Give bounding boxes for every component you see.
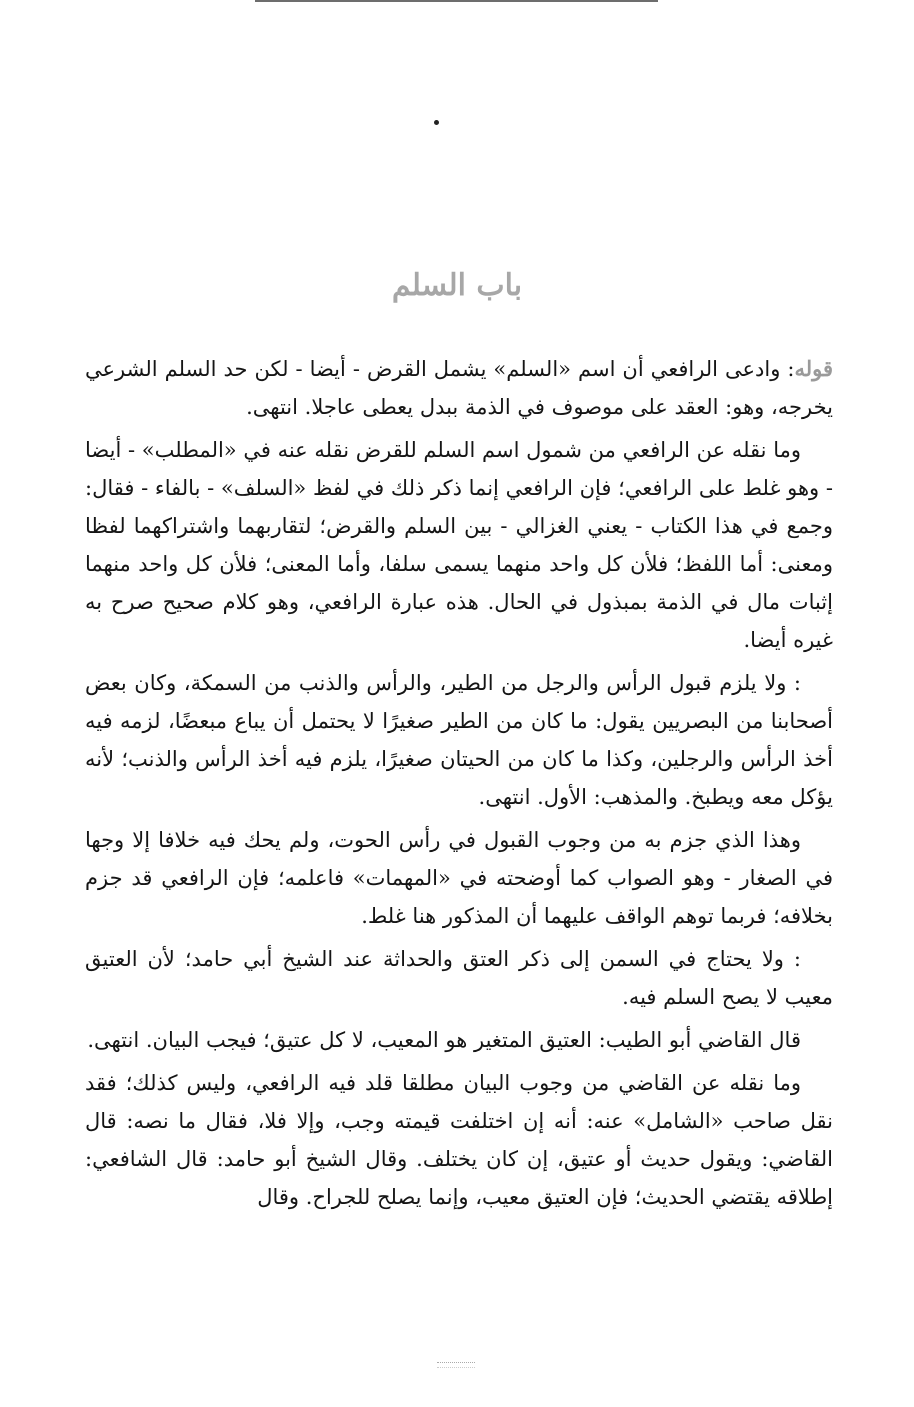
top-rule — [255, 0, 658, 2]
paragraph-text: وما نقله عن الرافعي من شمول اسم السلم للقرض نقله عنه في «المطلب» - أيضا - وهو غلط على الرافعي؛ فإن الرافعي إنما ذكر ذلك في لفظ «السلف» - بالفاء - فقال: وجمع في هذا الكتاب - يعني الغزالي - بين السلم والقرض؛ لتقاربهما واشتراكهما لفظا ومعنى: أما اللفظ؛ فلأن كل واحد منهما يسمى سلفا، وأما المعنى؛ فلأن كل واحد منهما إثبات مال في الذمة بمبذول في الحال. هذه عبارة الرافعي، وهو كلام صحيح صرح به غيره أيضا. — [85, 438, 833, 652]
paragraph-4 — [85, 821, 833, 935]
paragraph-text: وهذا الذي جزم به من وجوب القبول في رأس الحوت، ولم يحك فيه خلافا إلا وجها في الصغار - وهو الصواب كما أوضحته في «المهمات» فاعلمه؛ فإن الرافعي قد جزم بخلافه؛ فربما توهم الواقف عليهما أن المذكور هنا غلط. — [85, 828, 833, 928]
paragraph-text: : ولا يحتاج في السمن إلى ذكر العتق والحداثة عند الشيخ أبي حامد؛ لأن العتيق معيب لا يصح السلم فيه. — [85, 947, 833, 1009]
lead-word: قوله — [794, 356, 833, 381]
paragraph-7 — [85, 1064, 833, 1216]
page-dot — [434, 120, 439, 125]
paragraph-6 — [85, 1021, 833, 1059]
paragraph-text: : ولا يلزم قبول الرأس والرجل من الطير، والرأس والذنب من السمكة، وكان بعض أصحابنا من البصريين يقول: ما كان من الطير صغيرًا لا يحتمل أن يباع مبعضًا، لزمه فيه أخذ الرأس والرجلين، وكذا ما كان من الحيتان صغيرًا، يلزم فيه أخذ الرأس والذنب؛ لأنه يؤكل معه ويطبخ. والمذهب: الأول. انتهى. — [85, 671, 833, 809]
paragraph-1 — [85, 350, 833, 426]
paragraph-5 — [85, 940, 833, 1016]
body-text — [85, 350, 833, 1221]
paragraph-3 — [85, 664, 833, 816]
paragraph-2 — [85, 431, 833, 659]
paragraph-text: : وادعى الرافعي أن اسم «السلم» يشمل القرض - أيضا - لكن حد السلم الشرعي يخرجه، وهو: العقد على موصوف في الذمة ببدل يعطى عاجلا. انتهى. — [85, 357, 833, 419]
chapter-title: باب السلم — [391, 268, 523, 304]
paragraph-text: قال القاضي أبو الطيب: العتيق المتغير هو المعيب، لا كل عتيق؛ فيجب البيان. انتهى. — [87, 1028, 801, 1052]
page-footer-mark — [437, 1362, 475, 1368]
paragraph-text: وما نقله عن القاضي من وجوب البيان مطلقا قلد فيه الرافعي، وليس كذلك؛ فقد نقل صاحب «الشامل» عنه: أنه إن اختلفت قيمته وجب، وإلا فلا، فقال ما نصه: قال القاضي: ويقول حديث أو عتيق، إن كان يختلف. وقال الشيخ أبو حامد: قال الشافعي: إطلاقه يقتضي الحديث؛ فإن العتيق معيب، وإنما يصلح للجراح. وقال — [85, 1071, 833, 1209]
